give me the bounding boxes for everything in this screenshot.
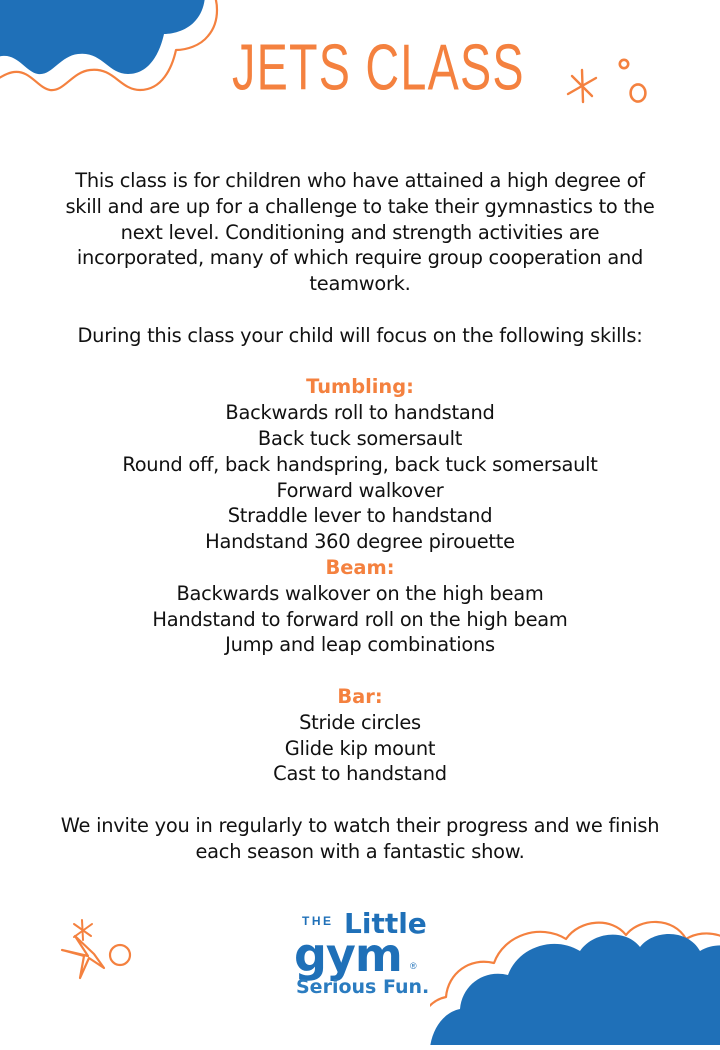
skills-lead-in: During this class your child will focus on the following skills: <box>77 323 643 347</box>
section-heading-bar: Bar: <box>337 684 383 708</box>
logo-the: THE <box>302 914 334 928</box>
little-gym-logo <box>288 903 436 999</box>
closing-line-2: each season with a fantastic show. <box>195 839 525 863</box>
cloud-bottom-right-icon <box>430 905 720 1045</box>
hand-drawn-star-icon <box>58 912 140 986</box>
skill-item: Round off, back handspring, back tuck somersault <box>122 452 598 476</box>
spacer <box>24 349 696 375</box>
skill-item: Jump and leap combinations <box>225 633 495 657</box>
skill-item: Backwards roll to handstand <box>225 401 495 425</box>
skill-item: Forward walkover <box>276 478 444 502</box>
logo-little: Little <box>344 907 427 940</box>
spacer <box>24 297 696 323</box>
skill-item: Back tuck somersault <box>257 426 463 450</box>
sparkle-star-circles-icon <box>562 52 672 114</box>
skill-item: Straddle lever to handstand <box>227 504 493 528</box>
page-title: JETS CLASS <box>232 31 525 105</box>
skill-item: Handstand to forward roll on the high beam <box>152 607 568 631</box>
skill-item: Cast to handstand <box>273 762 447 786</box>
spacer <box>24 787 696 813</box>
closing-line-1: We invite you in regularly to watch their progress and we finish <box>60 813 660 837</box>
skill-item: Stride circles <box>299 710 421 734</box>
intro-line-3: next level. Conditioning and strength activities are <box>120 220 600 244</box>
poster-body <box>24 168 696 865</box>
intro-line-4: incorporated, many of which require group cooperation and <box>76 246 644 270</box>
logo-trademark: ® <box>410 961 417 971</box>
intro-line-5: teamwork. <box>309 272 411 296</box>
spacer <box>24 658 696 684</box>
section-heading-beam: Beam: <box>325 555 395 579</box>
skill-item: Handstand 360 degree pirouette <box>205 530 515 554</box>
intro-line-1: This class is for children who have attained a high degree of <box>75 169 645 192</box>
logo-gym: gym <box>294 928 402 982</box>
section-heading-tumbling: Tumbling: <box>306 375 414 399</box>
cloud-top-left-icon <box>0 0 264 128</box>
skill-item: Backwards walkover on the high beam <box>176 581 544 605</box>
logo-tagline: Serious Fun. <box>296 976 430 998</box>
skill-item: Glide kip mount <box>284 736 436 760</box>
intro-line-2: skill and are up for a challenge to take their gymnastics to the <box>65 194 655 218</box>
